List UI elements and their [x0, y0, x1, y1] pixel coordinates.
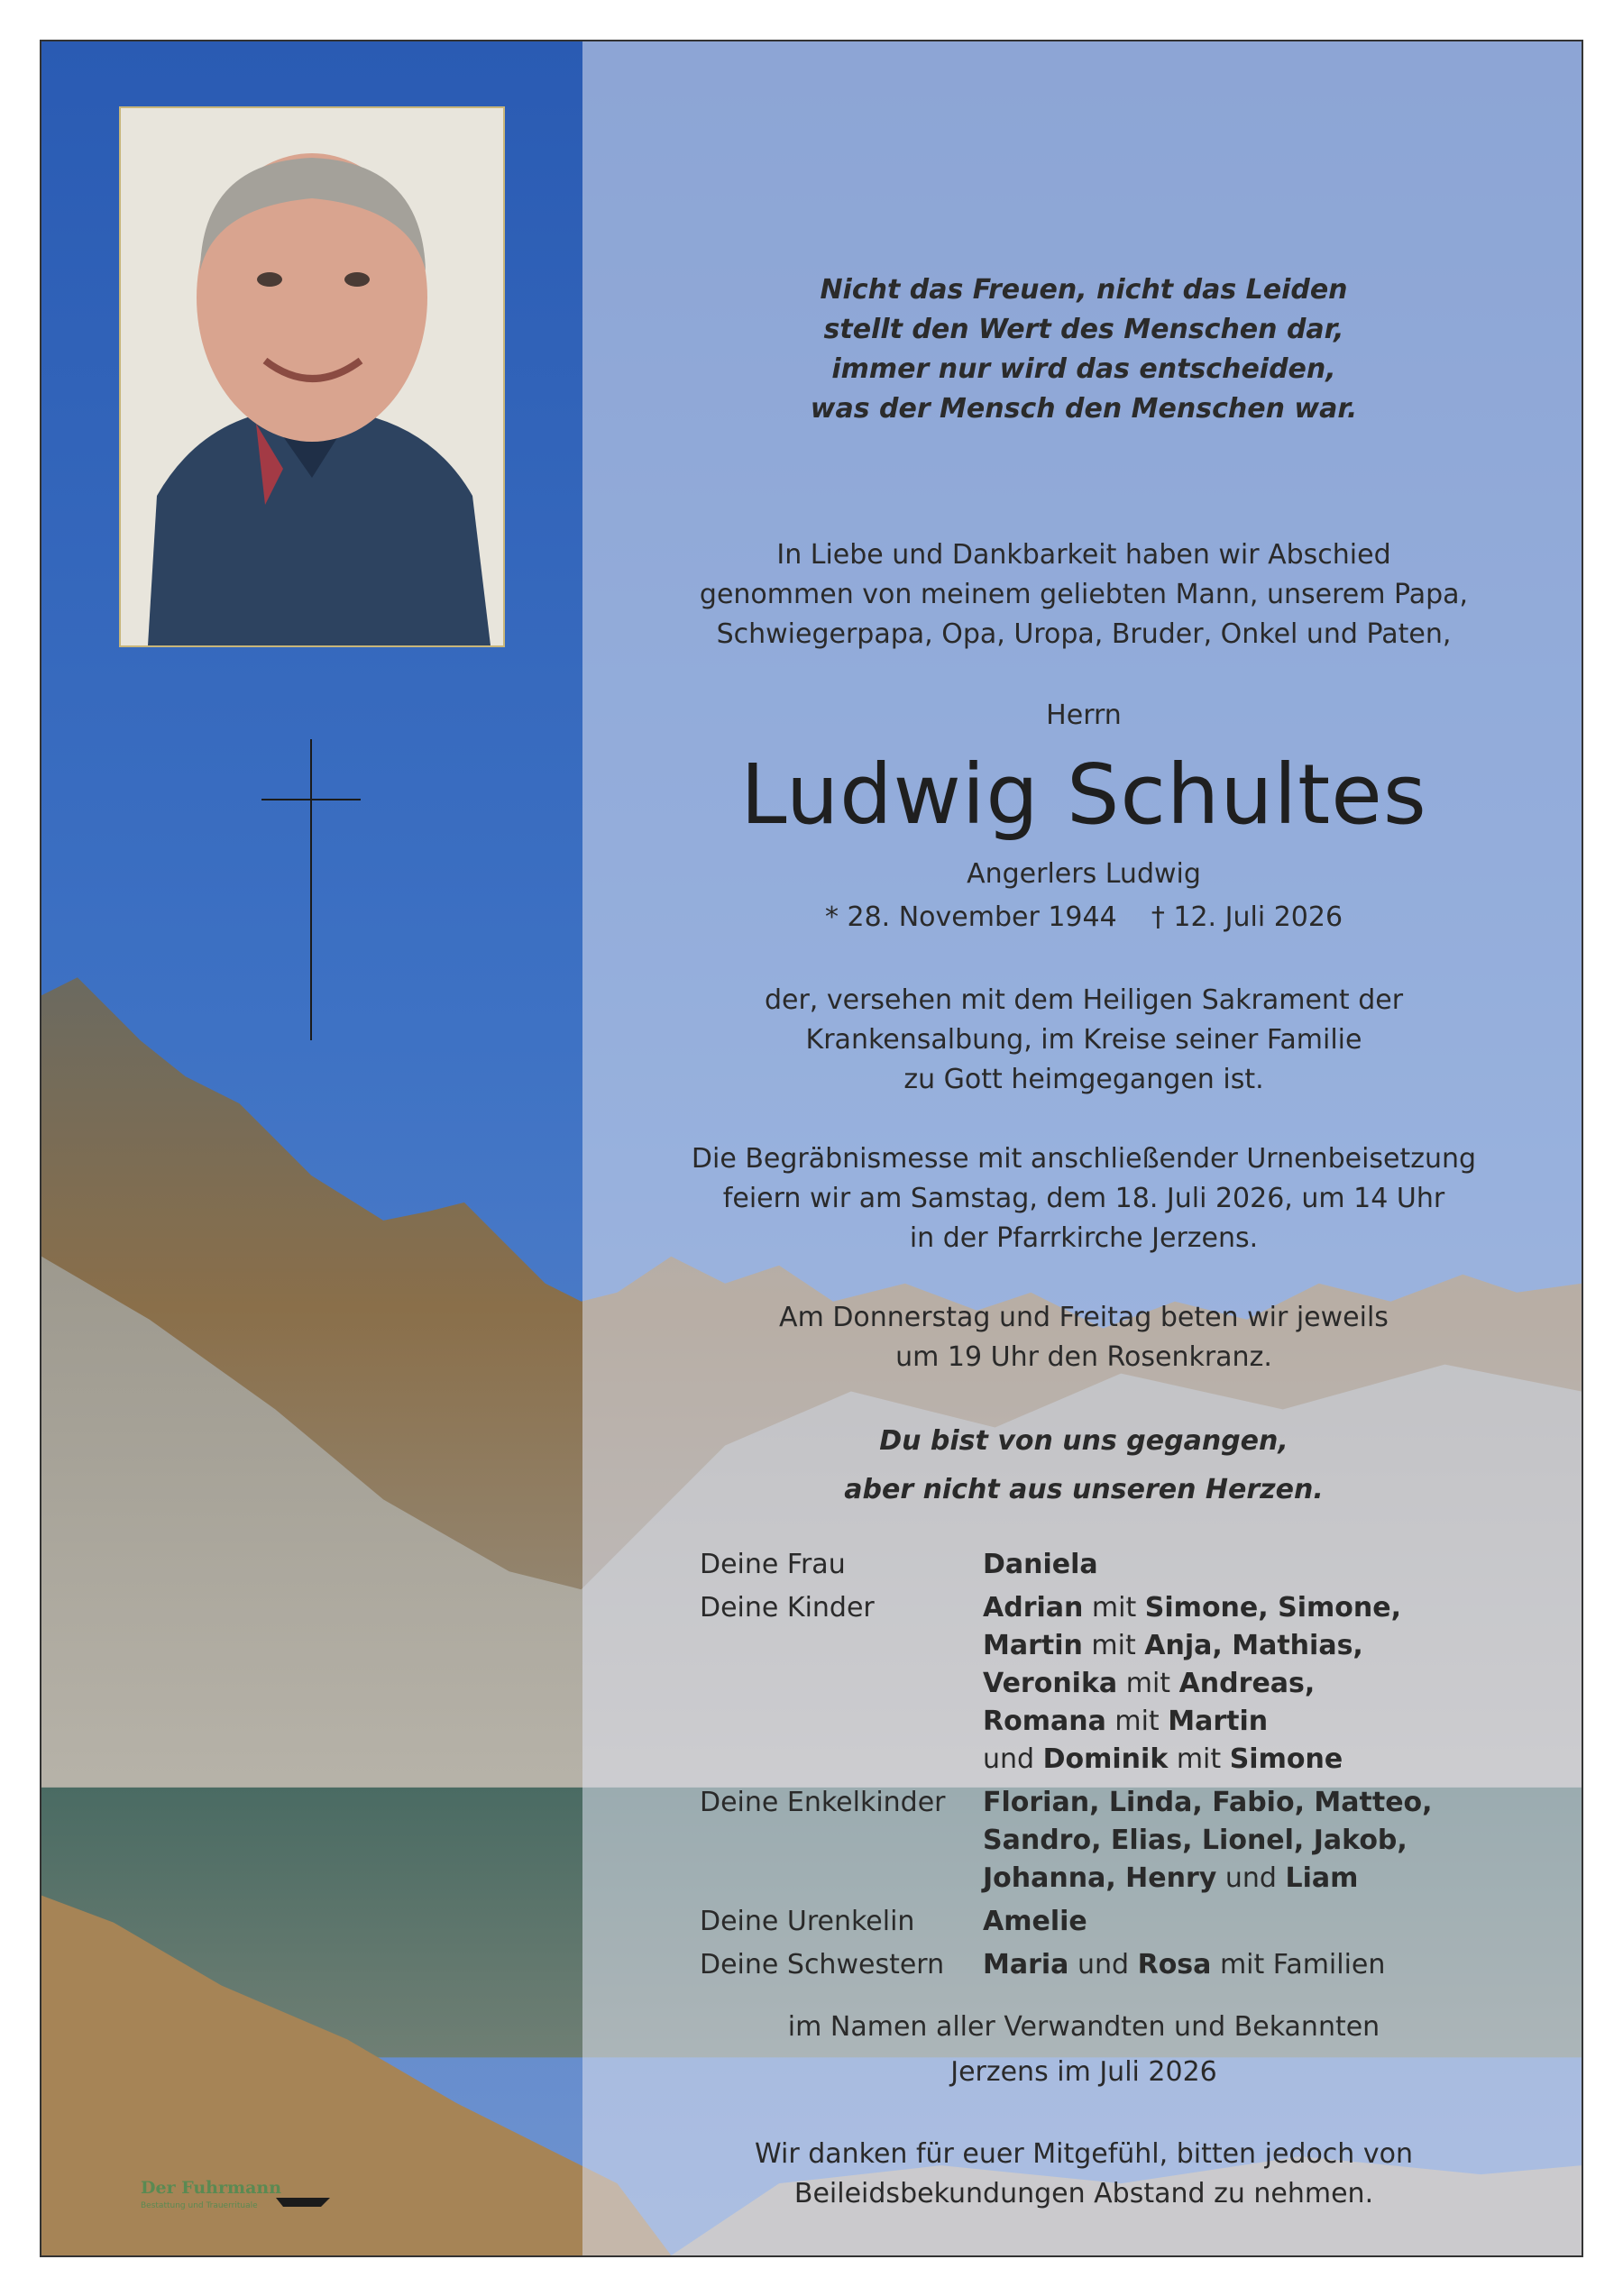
intro-text: In Liebe und Dankbarkeit haben wir Abschied genommen von meinem geliebten Mann, unserem Papa, Schwiegerpapa, Opa, Uropa, Bruder, Onkel und Paten,: [699, 539, 1469, 650]
obituary-card: [40, 40, 1583, 2257]
obituary-text: [582, 41, 1583, 2257]
family-row-grandchildren: Deine Enkelkinder Florian, Linda, Fabio, Matteo, Sandro, Elias, Lionel, Jakob, Johanna, Henry und Liam: [700, 1787, 1433, 1894]
family-row-great-grandchild: Deine Urenkelin Amelie: [700, 1906, 1087, 1937]
passing-text: der, versehen mit dem Heiligen Sakrament der Krankensalbung, im Kreise seiner Familie zu Gott heimgegangen ist.: [764, 984, 1404, 1095]
portrait-photo: [119, 106, 505, 647]
funeral-text: Die Begräbnismesse mit anschließender Urnenbeisetzung feiern wir am Samstag, dem 18. Juli 2026, um 14 Uhr in der Pfarrkirche Jerzens.: [691, 1143, 1477, 1254]
life-dates: [582, 901, 1583, 933]
salutation: Herrn: [1046, 700, 1122, 731]
memorial-verse: Nicht das Freuen, nicht das Leiden stellt den Wert des Menschen dar, immer nur wird das entscheiden, was der Mensch den Menschen war.: [810, 274, 1358, 425]
thanks-text: Wir danken für euer Mitgefühl, bitten jedoch von Beileidsbekundungen Abstand zu nehmen.: [755, 2138, 1413, 2209]
rosary-text: Am Donnerstag und Freitag beten wir jeweils um 19 Uhr den Rosenkranz.: [779, 1302, 1389, 1373]
boat-icon: [276, 2185, 330, 2212]
funeral-home-logo: Der Fuhrmann Bestattung und Trauerrituale: [141, 2178, 330, 2232]
closing-text: im Namen aller Verwandten und Bekannten Jerzens im Juli 2026: [787, 2011, 1380, 2088]
portrait-illustration: [121, 108, 503, 645]
cross-symbol: [261, 739, 361, 1040]
death-date: † 12. Juli 2026: [1151, 901, 1343, 933]
deceased-name: Ludwig Schultes: [740, 746, 1427, 843]
family-list: [700, 1543, 1565, 1987]
farewell-quote: Du bist von uns gegangen, aber nicht aus unseren Herzen.: [844, 1425, 1324, 1505]
family-row-wife: Deine Frau Daniela: [700, 1549, 1098, 1580]
birth-date: * 28. November 1944: [824, 901, 1117, 933]
family-row-sisters: Deine Schwestern Maria und Rosa mit Familien: [700, 1949, 1386, 1980]
nickname: Angerlers Ludwig: [967, 858, 1201, 890]
family-row-children: Deine Kinder Adrian mit Simone, Simone, Martin mit Anja, Mathias, Veronika mit Andreas, Romana mit Martin und Dominik mit Simone: [700, 1592, 1401, 1775]
